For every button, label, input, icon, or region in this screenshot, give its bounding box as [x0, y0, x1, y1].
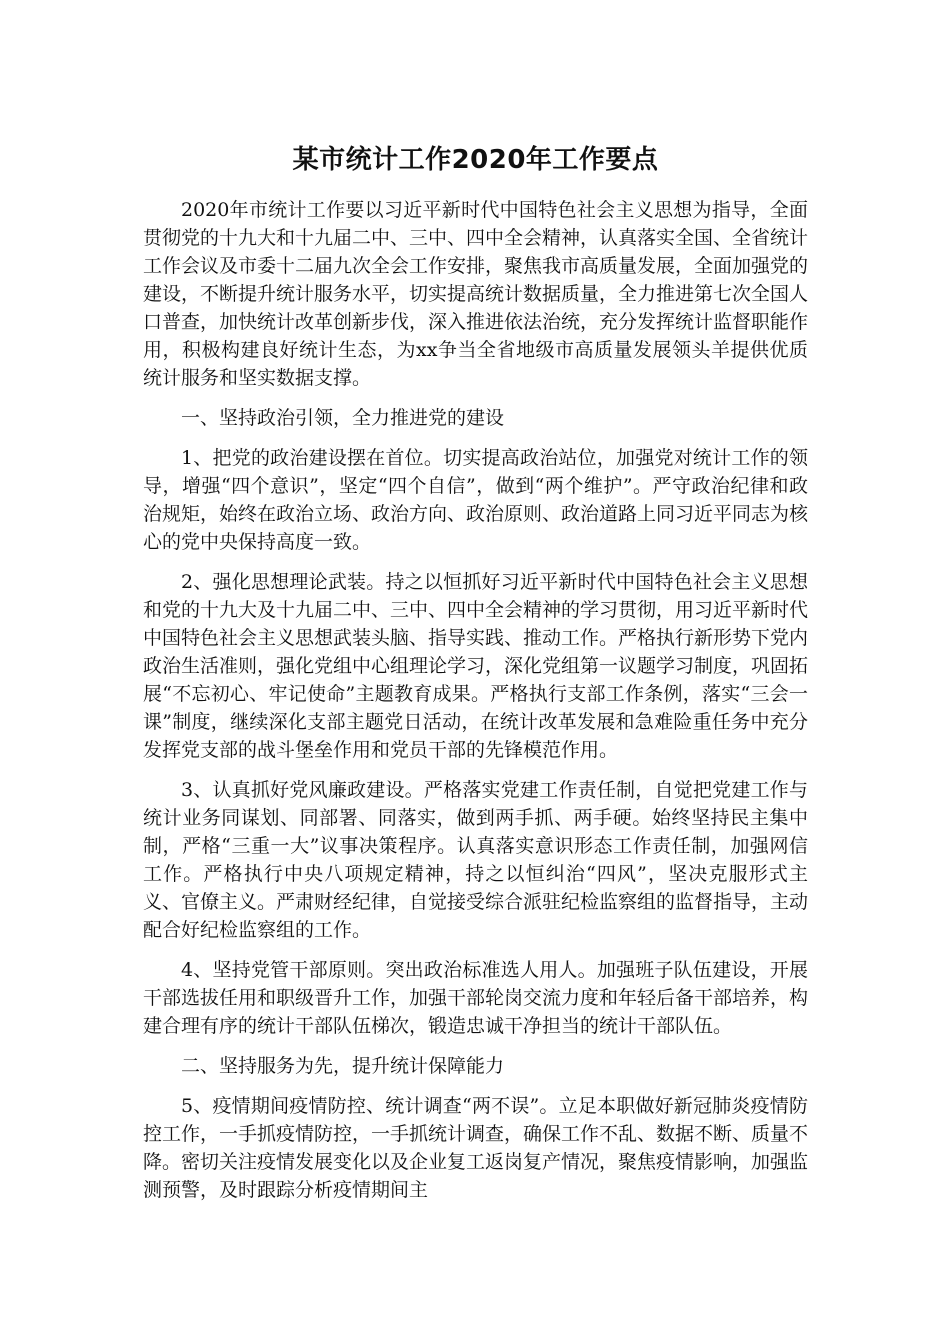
paragraph-item-1: 1、把党的政治建设摆在首位。切实提高政治站位，加强党对统计工作的领导，增强“四个意识”，坚定“四个自信”，做到“两个维护”。严守政治纪律和政治规矩，始终在政治立场、政治方向、政治原则、政治道路上同习近平同志为核心的党中央保持高度一致。	[143, 447, 809, 553]
paragraph-item-4: 4、坚持党管干部原则。突出政治标准选人用人。加强班子队伍建设，开展干部选拔任用和职级晋升工作，加强干部轮岗交流力度和年轻后备干部培养，构建合理有序的统计干部队伍梯次，锻造忠诚干净担当的统计干部队伍。	[143, 959, 809, 1037]
paragraph-item-2: 2、强化思想理论武装。持之以恒抓好习近平新时代中国特色社会主义思想和党的十九大及十九届二中、三中、四中全会精神的学习贯彻，用习近平新时代中国特色社会主义思想武装头脑、指导实践、推动工作。严格执行新形势下党内政治生活准则，强化党组中心组理论学习，深化党组第一议题学习制度，巩固拓展“不忘初心、牢记使命”主题教育成果。严格执行支部工作条例，落实“三会一课”制度，继续深化支部主题党日活动，在统计改革发展和急难险重任务中充分发挥党支部的战斗堡垒作用和党员干部的先锋模范作用。	[143, 571, 809, 761]
paragraph-item-3: 3、认真抓好党风廉政建设。严格落实党建工作责任制，自觉把党建工作与统计业务同谋划、同部署、同落实，做到两手抓、两手硬。始终坚持民主集中制，严格“三重一大”议事决策程序。认真落实意识形态工作责任制，加强网信工作。严格执行中央八项规定精神，持之以恒纠治“四风”，坚决克服形式主义、官僚主义。严肃财经纪律，自觉接受综合派驻纪检监察组的监督指导，主动配合好纪检监察组的工作。	[143, 779, 809, 941]
paragraph-item-5: 5、疫情期间疫情防控、统计调查“两不误”。立足本职做好新冠肺炎疫情防控工作，一手抓疫情防控，一手抓统计调查，确保工作不乱、数据不断、质量不降。密切关注疫情发展变化以及企业复工返岗复产情况，聚焦疫情影响，加强监测预警，及时跟踪分析疫情期间主	[143, 1095, 809, 1201]
intro-paragraph: 2020年市统计工作要以习近平新时代中国特色社会主义思想为指导，全面贯彻党的十九大和十九届二中、三中、四中全会精神，认真落实全国、全省统计工作会议及市委十二届九次全会工作安排，聚焦我市高质量发展，全面加强党的建设，不断提升统计服务水平，切实提高统计数据质量，全力推进第七次全国人口普查，加快统计改革创新步伐，深入推进依法治统，充分发挥统计监督职能作用，积极构建良好统计生态，为xx争当全省地级市高质量发展领头羊提供优质统计服务和坚实数据支撑。	[143, 199, 809, 389]
document-title: 某市统计工作2020年工作要点	[292, 145, 659, 175]
document-body	[143, 140, 808, 1216]
section-heading-1: 一、坚持政治引领，全力推进党的建设	[181, 407, 505, 429]
section-heading-2: 二、坚持服务为先，提升统计保障能力	[181, 1055, 505, 1077]
